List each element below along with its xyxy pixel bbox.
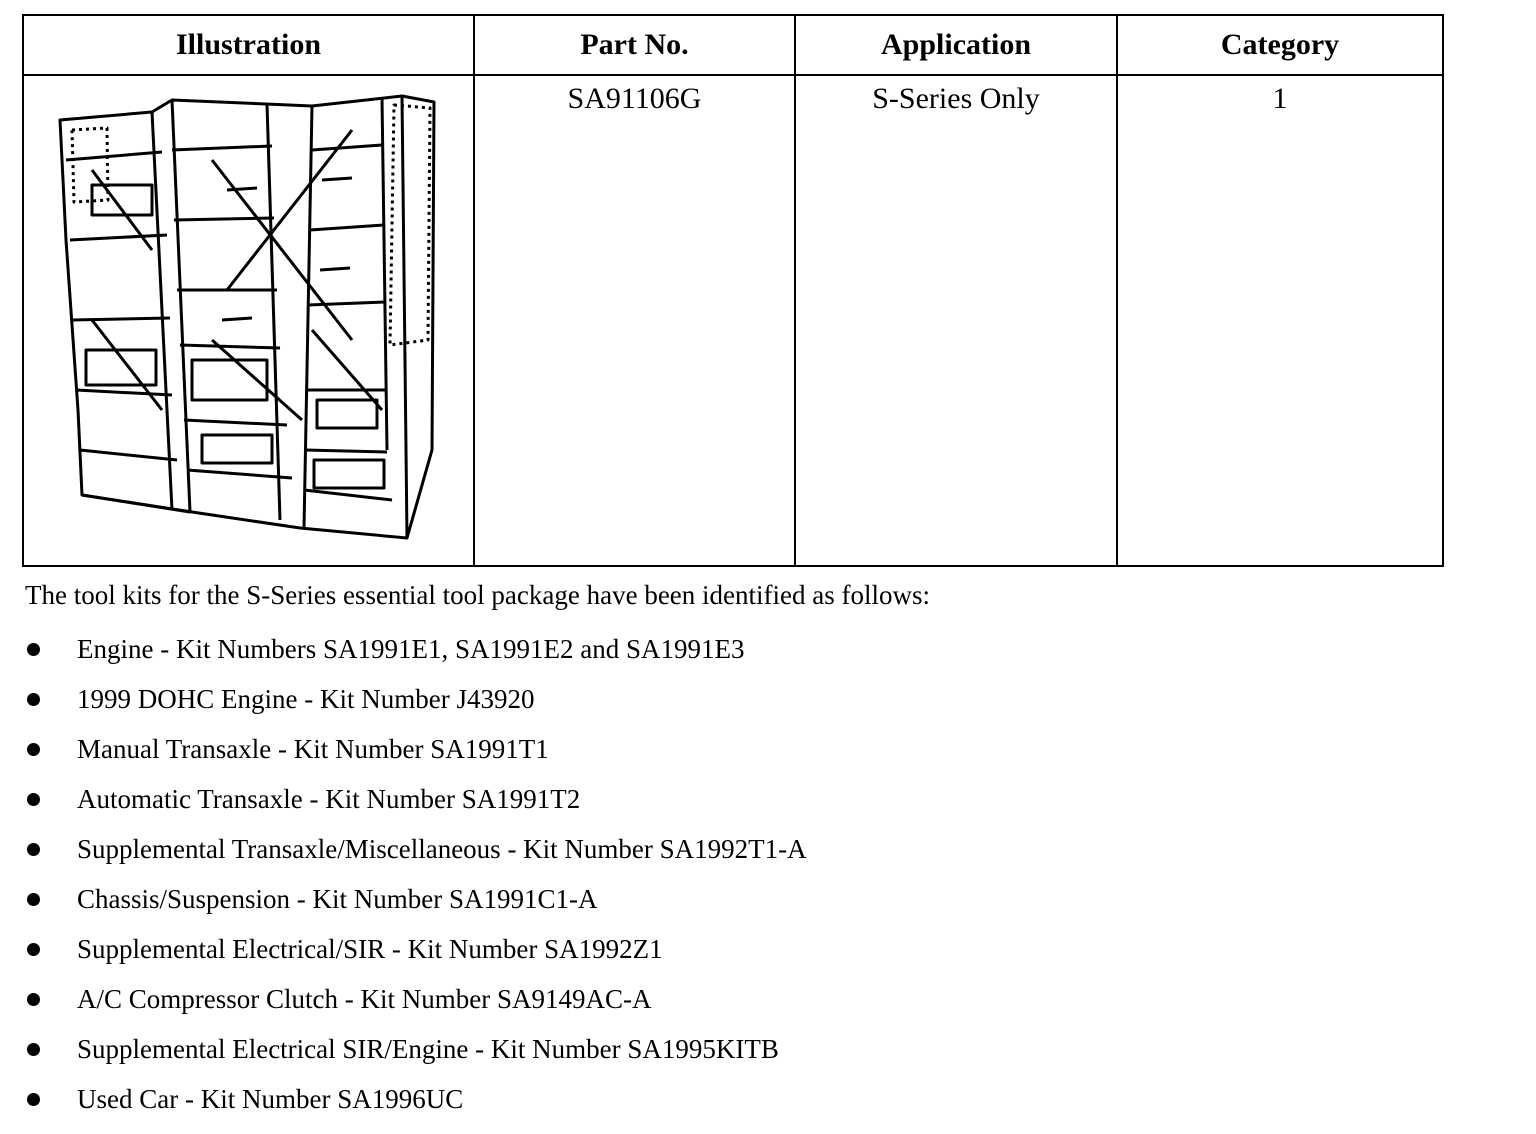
- application-cell: S-Series Only: [795, 75, 1117, 566]
- kit-item-text: Supplemental Transaxle/Miscellaneous - Kit Number SA1992T1-A: [77, 834, 807, 864]
- kit-item-text: Supplemental Electrical/SIR - Kit Number SA1992Z1: [77, 934, 663, 964]
- tool-storage-rack-icon: [52, 90, 442, 550]
- header-category: Category: [1117, 15, 1443, 75]
- kit-item-text: Automatic Transaxle - Kit Number SA1991T2: [77, 784, 581, 814]
- bullet-icon: [27, 893, 40, 906]
- bullet-icon: [27, 843, 40, 856]
- header-part-no: Part No.: [474, 15, 795, 75]
- bullet-icon: [27, 943, 40, 956]
- kit-item-text: Supplemental Electrical SIR/Engine - Kit Number SA1995KITB: [77, 1034, 779, 1064]
- table-header-row: [23, 15, 1443, 75]
- kit-item-text: A/C Compressor Clutch - Kit Number SA9149AC-A: [77, 984, 652, 1014]
- bullet-icon: [27, 643, 40, 656]
- header-application: Application: [795, 15, 1117, 75]
- bullet-icon: [27, 993, 40, 1006]
- kit-item-text: Used Car - Kit Number SA1996UC: [77, 1084, 464, 1114]
- kit-item-text: Engine - Kit Numbers SA1991E1, SA1991E2 and SA1991E3: [77, 634, 745, 664]
- illustration-cell: [23, 75, 474, 566]
- kit-item-text: Manual Transaxle - Kit Number SA1991T1: [77, 734, 549, 764]
- part-number-cell: SA91106G: [474, 75, 795, 566]
- header-illustration: Illustration: [23, 15, 474, 75]
- bullet-icon: [27, 1093, 40, 1106]
- kit-item-text: 1999 DOHC Engine - Kit Number J43920: [77, 684, 535, 714]
- bullet-icon: [27, 743, 40, 756]
- tool-table: [22, 14, 1444, 567]
- bullet-icon: [27, 693, 40, 706]
- bullet-icon: [27, 1043, 40, 1056]
- category-cell: 1: [1117, 75, 1443, 566]
- bullet-icon: [27, 793, 40, 806]
- kit-item-text: Chassis/Suspension - Kit Number SA1991C1-A: [77, 884, 598, 914]
- intro-text: The tool kits for the S-Series essential tool package have been identified as follows:: [25, 580, 931, 610]
- table-row: [23, 75, 1443, 566]
